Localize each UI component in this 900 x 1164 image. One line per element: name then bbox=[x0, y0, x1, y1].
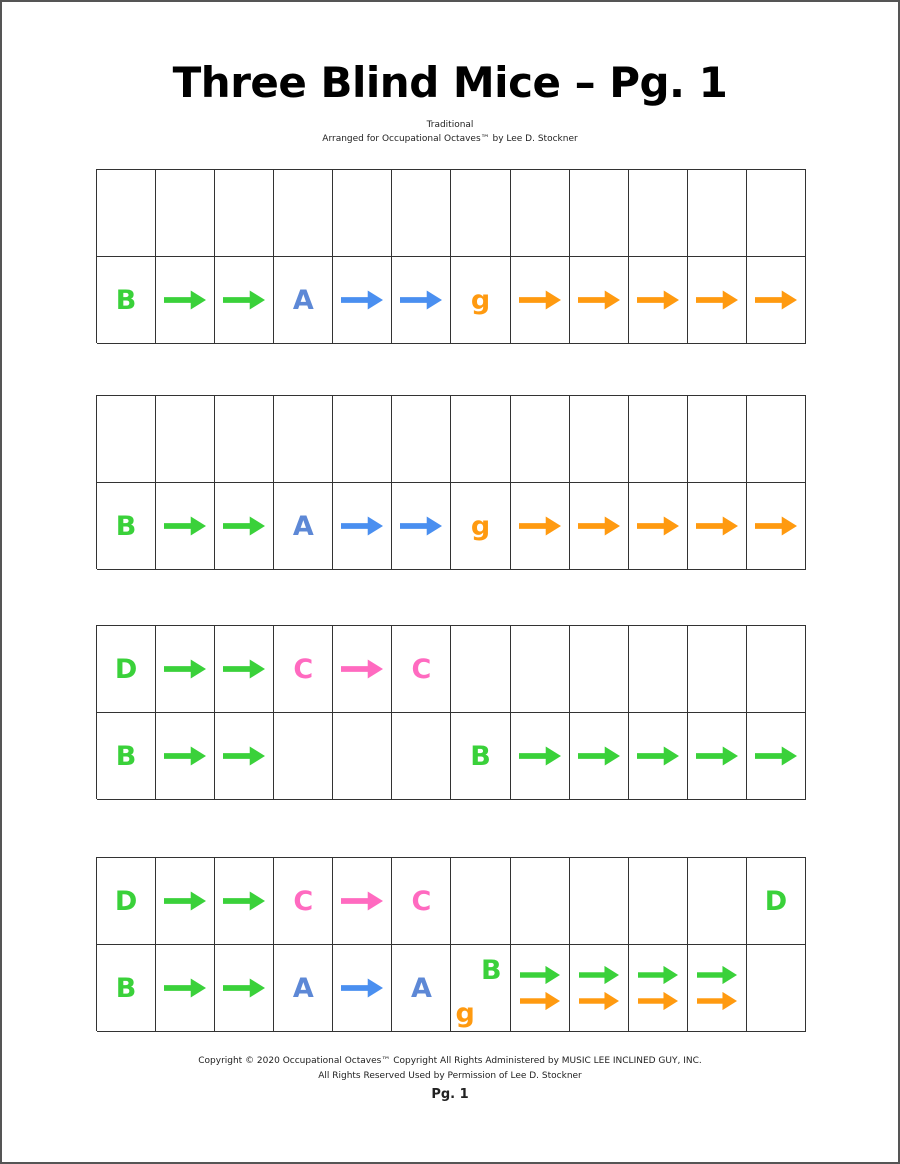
arrow-marker bbox=[637, 289, 679, 311]
arranger-credit: Arranged for Occupational Octaves™ by Lee D. Stockner bbox=[322, 134, 578, 144]
note-letter: B bbox=[115, 972, 137, 1004]
upper-cell bbox=[274, 858, 333, 945]
lower-cell bbox=[274, 945, 333, 1032]
note-letter: C bbox=[293, 653, 314, 685]
right-arrow-icon bbox=[400, 289, 442, 311]
right-arrow-icon bbox=[223, 658, 265, 680]
arrow-marker bbox=[696, 745, 738, 767]
lower-cell bbox=[570, 713, 629, 800]
right-arrow-icon bbox=[223, 515, 265, 537]
arrow-marker bbox=[164, 289, 206, 311]
right-arrow-icon bbox=[341, 289, 383, 311]
right-arrow-icon bbox=[223, 890, 265, 912]
upper-cell bbox=[392, 170, 451, 257]
right-arrow-icon bbox=[755, 289, 797, 311]
lower-cell bbox=[688, 945, 747, 1032]
upper-cell bbox=[688, 170, 747, 257]
lower-cell bbox=[392, 257, 451, 344]
arrow-marker bbox=[341, 515, 383, 537]
upper-cell bbox=[570, 626, 629, 713]
lower-cell bbox=[511, 257, 570, 344]
lower-cell bbox=[629, 483, 688, 570]
lower-cell bbox=[392, 483, 451, 570]
right-arrow-icon bbox=[341, 977, 383, 999]
arrow-marker bbox=[578, 745, 620, 767]
arrow-marker bbox=[637, 745, 679, 767]
lower-cell bbox=[511, 483, 570, 570]
right-arrow-icon bbox=[341, 658, 383, 680]
note-letter: g bbox=[470, 284, 491, 316]
arrow-marker bbox=[164, 515, 206, 537]
upper-cell bbox=[629, 396, 688, 483]
upper-cell bbox=[97, 858, 156, 945]
page-title: Three Blind Mice – Pg. 1 bbox=[172, 58, 728, 107]
note-letter: C bbox=[293, 885, 314, 917]
lower-cell bbox=[97, 945, 156, 1032]
right-arrow-icon bbox=[696, 515, 738, 537]
copyright-notice: Copyright © 2020 Occupational Octaves™ Copyright All Rights Administered by MUSIC LEE INCLINED GUY, INC. bbox=[198, 1056, 702, 1066]
upper-cell bbox=[511, 858, 570, 945]
upper-cell bbox=[629, 170, 688, 257]
upper-cell bbox=[747, 396, 806, 483]
arrow-marker bbox=[223, 745, 265, 767]
right-arrow-icon bbox=[637, 515, 679, 537]
lower-cell bbox=[688, 713, 747, 800]
lower-cell bbox=[747, 483, 806, 570]
right-arrow-icon bbox=[696, 289, 738, 311]
note-letter: g bbox=[455, 998, 475, 1029]
staff-system-1 bbox=[96, 169, 806, 343]
right-arrow-icon bbox=[519, 991, 561, 1011]
staff-system-2 bbox=[96, 395, 806, 569]
lower-cell bbox=[274, 257, 333, 344]
arrow-marker bbox=[341, 977, 383, 999]
lower-cell bbox=[156, 713, 215, 800]
upper-cell bbox=[747, 858, 806, 945]
lower-cell bbox=[333, 257, 392, 344]
arrow-marker bbox=[578, 289, 620, 311]
upper-cell bbox=[451, 396, 510, 483]
arrow-marker bbox=[696, 289, 738, 311]
note-letter: D bbox=[114, 653, 138, 685]
right-arrow-icon bbox=[164, 515, 206, 537]
upper-cell bbox=[688, 396, 747, 483]
lower-cell bbox=[274, 713, 333, 800]
arrow-marker bbox=[696, 515, 738, 537]
right-arrow-icon bbox=[164, 745, 206, 767]
upper-cell bbox=[333, 626, 392, 713]
upper-cell bbox=[97, 396, 156, 483]
right-arrow-icon bbox=[637, 991, 679, 1011]
right-arrow-icon bbox=[637, 965, 679, 985]
lower-cell bbox=[451, 257, 510, 344]
upper-cell bbox=[215, 396, 274, 483]
arrow-marker bbox=[164, 745, 206, 767]
arrow-marker bbox=[164, 658, 206, 680]
note-letter: C bbox=[411, 885, 432, 917]
upper-cell bbox=[451, 170, 510, 257]
upper-cell bbox=[97, 170, 156, 257]
right-arrow-icon bbox=[400, 515, 442, 537]
right-arrow-icon bbox=[578, 289, 620, 311]
staff-system-3 bbox=[96, 625, 806, 799]
lower-cell bbox=[215, 945, 274, 1032]
lower-cell bbox=[97, 483, 156, 570]
lower-cell bbox=[392, 945, 451, 1032]
right-arrow-icon bbox=[223, 289, 265, 311]
arrow-marker bbox=[223, 977, 265, 999]
lower-cell bbox=[629, 713, 688, 800]
upper-cell bbox=[274, 396, 333, 483]
right-arrow-icon bbox=[755, 515, 797, 537]
arrow-marker bbox=[223, 289, 265, 311]
note-letter: D bbox=[764, 885, 788, 917]
right-arrow-icon bbox=[341, 515, 383, 537]
arrow-marker bbox=[341, 289, 383, 311]
lower-cell bbox=[629, 257, 688, 344]
lower-cell bbox=[156, 483, 215, 570]
upper-cell bbox=[688, 626, 747, 713]
upper-cell bbox=[156, 626, 215, 713]
lower-cell bbox=[511, 945, 570, 1032]
lower-cell bbox=[97, 713, 156, 800]
note-letter: g bbox=[470, 510, 491, 542]
upper-cell bbox=[274, 626, 333, 713]
arrow-marker bbox=[400, 289, 442, 311]
right-arrow-icon bbox=[223, 977, 265, 999]
arrow-marker bbox=[164, 977, 206, 999]
right-arrow-icon bbox=[696, 991, 738, 1011]
lower-cell bbox=[215, 257, 274, 344]
upper-cell bbox=[333, 170, 392, 257]
lower-cell bbox=[215, 713, 274, 800]
lower-cell bbox=[747, 257, 806, 344]
lower-cell bbox=[511, 713, 570, 800]
right-arrow-icon bbox=[223, 745, 265, 767]
arrow-marker bbox=[755, 289, 797, 311]
note-letter: B bbox=[115, 284, 137, 316]
lower-cell bbox=[688, 483, 747, 570]
lower-cell bbox=[747, 945, 806, 1032]
upper-cell bbox=[570, 396, 629, 483]
right-arrow-icon bbox=[341, 890, 383, 912]
arrow-marker bbox=[755, 515, 797, 537]
right-arrow-icon bbox=[637, 289, 679, 311]
right-arrow-icon bbox=[164, 890, 206, 912]
dual-arrow-marker bbox=[696, 965, 738, 1011]
upper-cell bbox=[570, 858, 629, 945]
arrow-marker bbox=[637, 515, 679, 537]
right-arrow-icon bbox=[164, 658, 206, 680]
note-letter: A bbox=[292, 510, 314, 542]
lower-cell bbox=[156, 257, 215, 344]
right-arrow-icon bbox=[519, 289, 561, 311]
upper-cell bbox=[392, 396, 451, 483]
lower-cell bbox=[451, 945, 510, 1032]
note-letter: A bbox=[292, 284, 314, 316]
note-letter: B bbox=[480, 955, 502, 986]
arrow-marker bbox=[400, 515, 442, 537]
note-letter: B bbox=[115, 740, 137, 772]
lower-cell bbox=[747, 713, 806, 800]
upper-cell bbox=[215, 858, 274, 945]
upper-cell bbox=[570, 170, 629, 257]
upper-cell bbox=[511, 396, 570, 483]
note-letter: C bbox=[411, 653, 432, 685]
arrow-marker bbox=[519, 289, 561, 311]
lower-cell bbox=[333, 483, 392, 570]
arrow-marker bbox=[341, 890, 383, 912]
upper-cell bbox=[156, 396, 215, 483]
right-arrow-icon bbox=[519, 965, 561, 985]
arrow-marker bbox=[223, 658, 265, 680]
page-number: Pg. 1 bbox=[431, 1087, 469, 1102]
lower-cell bbox=[97, 257, 156, 344]
upper-cell bbox=[156, 170, 215, 257]
staff-system-4 bbox=[96, 857, 806, 1031]
upper-cell bbox=[747, 170, 806, 257]
arrow-marker bbox=[223, 890, 265, 912]
upper-cell bbox=[333, 396, 392, 483]
lower-cell bbox=[570, 257, 629, 344]
upper-cell bbox=[333, 858, 392, 945]
upper-cell bbox=[451, 626, 510, 713]
note-letter: A bbox=[410, 972, 432, 1004]
lower-cell bbox=[451, 713, 510, 800]
upper-cell bbox=[629, 626, 688, 713]
lower-cell bbox=[333, 945, 392, 1032]
upper-cell bbox=[629, 858, 688, 945]
right-arrow-icon bbox=[519, 745, 561, 767]
arrow-marker bbox=[519, 745, 561, 767]
lower-cell bbox=[629, 945, 688, 1032]
upper-cell bbox=[451, 858, 510, 945]
dual-arrow-marker bbox=[578, 965, 620, 1011]
dual-arrow-marker bbox=[637, 965, 679, 1011]
lower-cell bbox=[688, 257, 747, 344]
lower-cell bbox=[570, 945, 629, 1032]
arrow-marker bbox=[519, 515, 561, 537]
right-arrow-icon bbox=[637, 745, 679, 767]
upper-cell bbox=[156, 858, 215, 945]
lower-cell bbox=[156, 945, 215, 1032]
right-arrow-icon bbox=[578, 991, 620, 1011]
arrow-marker bbox=[164, 890, 206, 912]
upper-cell bbox=[688, 858, 747, 945]
arrow-marker bbox=[341, 658, 383, 680]
lower-cell bbox=[451, 483, 510, 570]
right-arrow-icon bbox=[578, 965, 620, 985]
right-arrow-icon bbox=[164, 977, 206, 999]
right-arrow-icon bbox=[519, 515, 561, 537]
upper-cell bbox=[392, 858, 451, 945]
lower-cell bbox=[333, 713, 392, 800]
upper-cell bbox=[511, 170, 570, 257]
note-letter: B bbox=[470, 740, 491, 772]
upper-cell bbox=[392, 626, 451, 713]
dual-arrow-marker bbox=[519, 965, 561, 1011]
subtitle: Traditional bbox=[426, 120, 474, 130]
right-arrow-icon bbox=[164, 289, 206, 311]
right-arrow-icon bbox=[578, 745, 620, 767]
upper-cell bbox=[511, 626, 570, 713]
rights-notice: All Rights Reserved Used by Permission of Lee D. Stockner bbox=[318, 1071, 582, 1081]
right-arrow-icon bbox=[696, 965, 738, 985]
upper-cell bbox=[215, 626, 274, 713]
note-letter: B bbox=[115, 510, 137, 542]
right-arrow-icon bbox=[578, 515, 620, 537]
lower-cell bbox=[274, 483, 333, 570]
lower-cell bbox=[570, 483, 629, 570]
arrow-marker bbox=[755, 745, 797, 767]
upper-cell bbox=[97, 626, 156, 713]
arrow-marker bbox=[223, 515, 265, 537]
lower-cell bbox=[215, 483, 274, 570]
note-letter: A bbox=[292, 972, 314, 1004]
upper-cell bbox=[747, 626, 806, 713]
upper-cell bbox=[215, 170, 274, 257]
right-arrow-icon bbox=[755, 745, 797, 767]
upper-cell bbox=[274, 170, 333, 257]
arrow-marker bbox=[578, 515, 620, 537]
note-letter: D bbox=[114, 885, 138, 917]
lower-cell bbox=[392, 713, 451, 800]
right-arrow-icon bbox=[696, 745, 738, 767]
